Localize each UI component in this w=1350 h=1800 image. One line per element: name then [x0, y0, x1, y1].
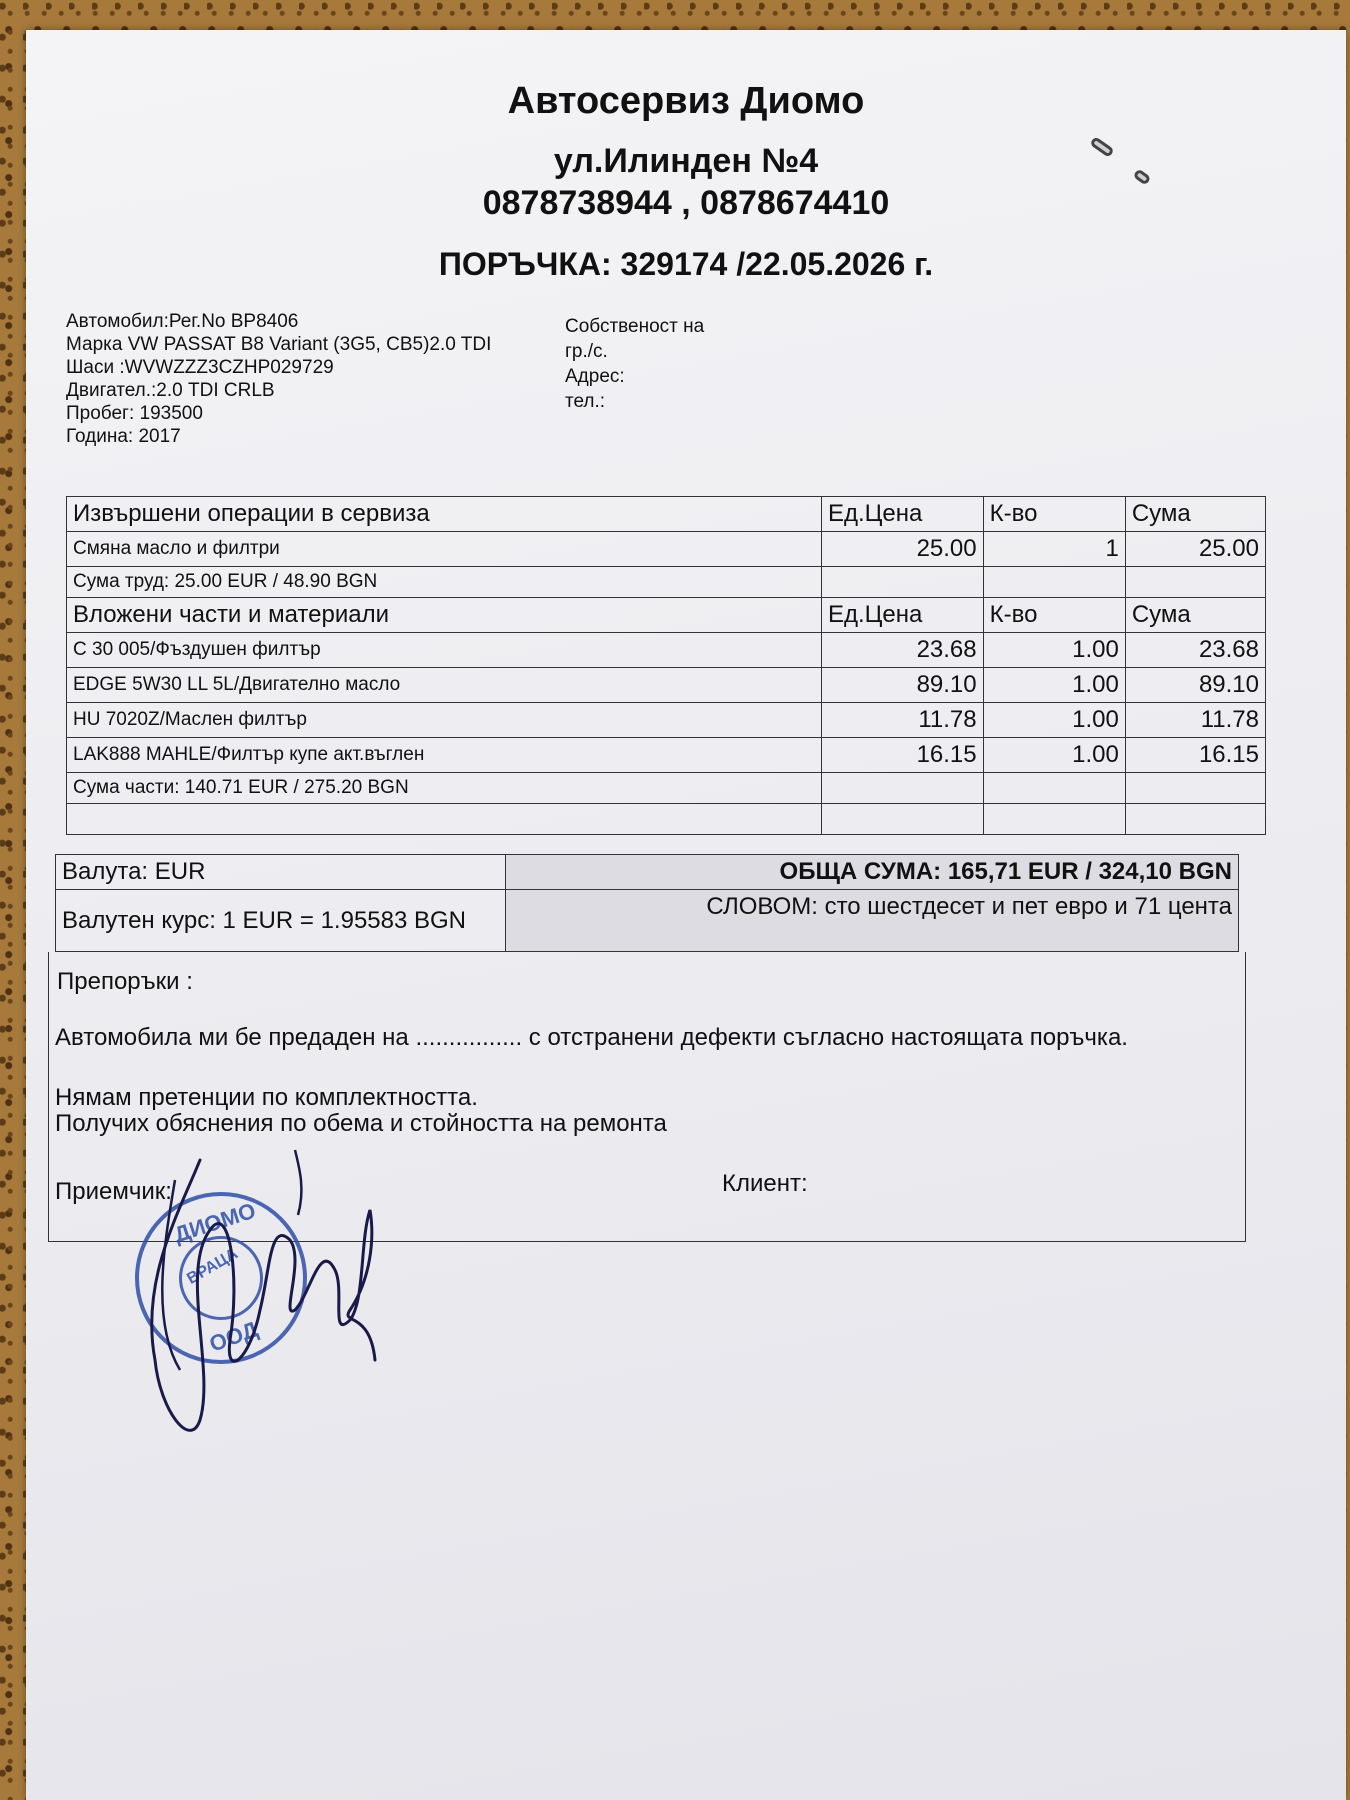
item-qty: 1.00 — [983, 633, 1125, 668]
order-number: ПОРЪЧКА: 329174 /22.05.2026 г. — [438, 246, 934, 282]
company-name: Автосервиз Диомо — [507, 80, 865, 122]
owner-label: Собственост на — [565, 316, 705, 337]
labour-total: Сума труд: 25.00 EUR / 48.90 BGN — [67, 567, 822, 598]
parts-total: Сума части: 140.71 EUR / 275.20 BGN — [67, 773, 822, 804]
empty-cell — [983, 567, 1125, 598]
labour-total-row — [67, 567, 1266, 598]
client-label: Клиент: — [722, 1170, 808, 1197]
vehicle-engine: Двигател.:2.0 TDI CRLB — [66, 380, 275, 401]
unit-price-header: Ед.Цена — [822, 497, 984, 532]
item-sum: 16.15 — [1125, 738, 1265, 773]
empty-cell — [1125, 773, 1265, 804]
owner-info — [565, 314, 704, 414]
handover-text: Автомобила ми бе предаден на ................ с отстранени дефекти съгласно настоящата поръчка. — [55, 1024, 1128, 1051]
blank-row — [67, 804, 1266, 835]
sum-header: Сума — [1125, 598, 1265, 633]
company-address: ул.Илинден №4 — [553, 142, 819, 180]
empty-cell — [822, 773, 984, 804]
item-name: EDGE 5W30 LL 5L/Двигателно масло — [67, 668, 822, 703]
item-price: 11.78 — [822, 703, 984, 738]
item-price: 23.68 — [822, 633, 984, 668]
parts-total-row — [67, 773, 1266, 804]
owner-phone: тел.: — [565, 391, 606, 412]
item-sum: 11.78 — [1125, 703, 1265, 738]
explanations-text: Получих обяснения по обема и стойността на ремонта — [55, 1110, 667, 1137]
labour-header: Извършени операции в сервиза — [67, 497, 822, 532]
item-name: C 30 005/Фъздушен филтър — [67, 633, 822, 668]
item-price: 16.15 — [822, 738, 984, 773]
handwritten-signature — [120, 1120, 380, 1500]
exchange-rate: Валутен курс: 1 EUR = 1.95583 BGN — [56, 890, 506, 952]
item-qty: 1 — [983, 532, 1125, 567]
labour-header-row — [67, 497, 1266, 532]
item-name: Смяна масло и филтри — [67, 532, 822, 567]
item-price: 25.00 — [822, 532, 984, 567]
amount-in-words: СЛОВОМ: сто шестдесет и пет евро и 71 цента — [505, 890, 1238, 952]
item-qty: 1.00 — [983, 668, 1125, 703]
empty-cell — [67, 804, 822, 835]
empty-cell — [1125, 804, 1265, 835]
empty-cell — [983, 773, 1125, 804]
table-row — [67, 703, 1266, 738]
empty-cell — [1125, 567, 1265, 598]
parts-header-row — [67, 598, 1266, 633]
vehicle-reg: Автомобил:Рег.No ВР8406 — [66, 311, 299, 332]
summary-row — [56, 890, 1239, 952]
vehicle-info — [66, 310, 491, 448]
item-qty: 1.00 — [983, 738, 1125, 773]
vehicle-year: Година: 2017 — [66, 426, 181, 447]
summary-table — [55, 854, 1239, 952]
unit-price-header: Ед.Цена — [822, 598, 984, 633]
no-claims-text: Нямам претенции по комплектността. — [55, 1084, 478, 1111]
recommendations-label: Препоръки : — [57, 968, 193, 995]
empty-cell — [822, 567, 984, 598]
item-qty: 1.00 — [983, 703, 1125, 738]
table-row — [67, 633, 1266, 668]
table-row — [67, 738, 1266, 773]
items-table — [66, 496, 1266, 835]
sum-header: Сума — [1125, 497, 1265, 532]
item-name: LAK888 MAHLE/Филтър купе акт.въглен — [67, 738, 822, 773]
item-sum: 89.10 — [1125, 668, 1265, 703]
vehicle-vin: Шаси :WVWZZZ3CZHP029729 — [66, 357, 334, 378]
vehicle-make: Марка VW PASSAT B8 Variant (3G5, CB5)2.0 TDI — [66, 334, 492, 355]
item-name: HU 7020Z/Маслен филтър — [67, 703, 822, 738]
currency: Валута: EUR — [56, 855, 506, 890]
qty-header: К-во — [983, 598, 1125, 633]
grand-total: ОБЩА СУМА: 165,71 EUR / 324,10 BGN — [505, 855, 1238, 890]
item-price: 89.10 — [822, 668, 984, 703]
company-phones: 0878738944 , 0878674410 — [482, 184, 890, 222]
empty-cell — [822, 804, 984, 835]
qty-header: К-во — [983, 497, 1125, 532]
stamp-text-middle: ВРАЦА — [184, 1245, 241, 1288]
table-row — [67, 532, 1266, 567]
item-sum: 23.68 — [1125, 633, 1265, 668]
stamp-text-top: ДИОМО — [171, 1197, 259, 1248]
stamp-text-bottom: ООД — [206, 1316, 262, 1357]
table-row — [67, 668, 1266, 703]
owner-address: Адрес: — [565, 366, 625, 387]
item-sum: 25.00 — [1125, 532, 1265, 567]
empty-cell — [983, 804, 1125, 835]
summary-row — [56, 855, 1239, 890]
vehicle-mileage: Пробег: 193500 — [66, 403, 203, 424]
owner-city: гр./с. — [565, 341, 608, 362]
parts-header: Вложени части и материали — [67, 598, 822, 633]
receiver-label: Приемчик: — [55, 1178, 172, 1205]
